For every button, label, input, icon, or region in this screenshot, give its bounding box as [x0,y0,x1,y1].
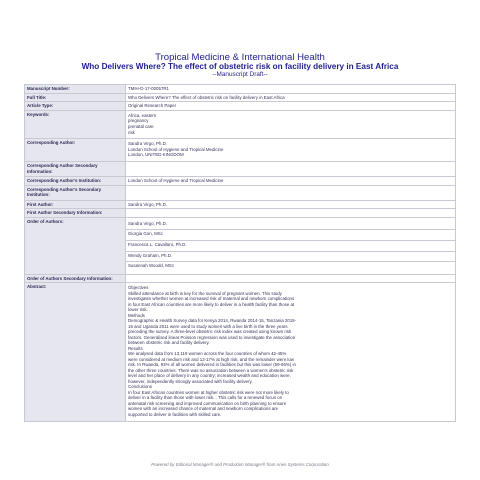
author-entry: Susannah Woodd, MSc [128,263,175,269]
manuscript-title: Who Delivers Where? The effect of obstetric risk on facility delivery in East Africa [81,62,399,71]
value-corresponding-author-secondary [126,161,456,176]
abstract-line: preceding the survey. A three-level obstetric risk index was created using known risk [128,329,292,335]
row-first-author [25,200,456,209]
keyword: Africa, eastern [128,112,157,118]
abstract-line: women with an increased chance of maternal and newborn complications are [128,406,279,412]
abstract-line: lower risk. [128,307,148,313]
label-first-author-secondary: First Author Secondary Information: [25,209,126,218]
value-first-author-secondary [126,209,456,218]
abstract-line: in four East African countries are more likely to deliver in a health facility than those at [128,301,295,307]
label-corresponding-author: Corresponding Author: [25,139,126,162]
abstract-heading-results: Results [128,345,143,351]
abstract-line: Demographic & Health Survey data for Kenya 2014, Rwanda 2014-15, Tanzania 2015- [128,318,297,324]
value-abstract [126,283,456,422]
row-corresponding-author-secondary-institution [25,185,456,200]
row-corresponding-author-institution [25,176,456,185]
value-manuscript-number: TMIH-D-17-00057R1 [126,85,456,94]
label-corresponding-author-secondary-institution: Corresponding Author's Secondary Institution: [25,185,126,200]
abstract-line: factors. Generalised linear Poisson regression was used to investigate the association [128,334,296,340]
abstract-heading-conclusions: Conclusions [128,384,152,390]
row-full-title [25,93,456,102]
abstract-line: risk. In Rwanda, 93% of all women delivered in facilities but this was lower (59-66%) in [128,362,296,368]
abstract-line: Skilled attendance at birth is key for the survival of pregnant women. This study [128,290,282,296]
value-corresponding-author-secondary-institution [126,185,456,200]
keyword: risk [128,129,135,135]
author-entry: Sandra Virgo, Ph.D. [126,220,455,231]
abstract-line: antenatal risk screening and improved communication on birth planning to ensure [128,400,287,406]
label-abstract: Abstract: [25,283,126,422]
value-article-type: Original Research Paper [126,102,456,111]
row-manuscript-number [25,85,456,94]
label-article-type: Article Type: [25,102,126,111]
abstract-line: deliver in a facility than those with lower risk. . This calls for a renewed focus on [128,395,283,401]
value-order-of-authors-secondary [126,274,456,283]
abstract-line: however, independently strongly associated with facility delivery. [128,378,253,384]
abstract-line: the other three countries. There was no association between a women's obstetric risk [128,367,294,373]
label-keywords: Keywords: [25,110,126,138]
value-first-author: Sandra Virgo, Ph.D. [126,200,456,209]
author-entry: Francesca L. Cavallaro, Ph.D. [126,241,455,252]
abstract-line: 16 and Uganda 2011 were used to study women with a live birth in the three years [128,323,288,329]
row-article-type [25,102,456,111]
value-full-title: Who Delivers Where? The effect of obstetric risk on facility delivery in East Africa [126,93,456,102]
value-corresponding-author [126,139,456,162]
abstract-line: In four East African countries women at higher obstetric risk were not more likely to [128,389,289,395]
row-first-author-secondary [25,209,456,218]
author-institution: London School of Hygiene and Tropical Medicine [128,146,224,152]
abstract-line: were considered at medium risk and 12-17% at high risk, and the remainder were low [128,356,294,362]
value-order-of-authors [126,217,456,274]
label-order-of-authors-secondary: Order of Authors Secondary Information: [25,274,126,283]
journal-title: Tropical Medicine & International Health [155,52,325,63]
author-name: Sandra Virgo, Ph.D. [128,141,167,147]
manuscript-info-table [24,84,456,422]
abstract-line: We analysed data from 13,119 women across the four countries of whom 42-45% [128,351,287,357]
label-corresponding-author-secondary: Corresponding Author Secondary Information: [25,161,126,176]
row-corresponding-author-secondary [25,161,456,176]
keyword: prenatal care [128,123,154,129]
row-order-of-authors-secondary [25,274,456,283]
value-corresponding-author-institution: London School of Hygiene and Tropical Medicine [126,176,456,185]
label-full-title: Full Title: [25,93,126,102]
author-entry: Giorgia Gon, MSc [126,230,455,241]
label-corresponding-author-institution: Corresponding Author's Institution: [25,176,126,185]
abstract-heading-objectives: Objectives [128,285,149,291]
label-first-author: First Author: [25,200,126,209]
draft-status: --Manuscript Draft-- [212,71,268,78]
label-manuscript-number: Manuscript Number: [25,85,126,94]
abstract-line: level and her place of delivery in any country; increased wealth and education were, [128,373,291,379]
row-abstract [25,283,456,422]
abstract-line: between obstetric risk and facility delivery. [128,340,210,346]
row-keywords [25,110,456,138]
row-order-of-authors [25,217,456,274]
abstract-line: supported to deliver in facilities with skilled care. [128,411,222,417]
keyword: pregnancy [128,118,149,124]
label-order-of-authors: Order of Authors: [25,217,126,274]
abstract-line: investigates whether women at increased risk of maternal and newborn complications [128,296,295,302]
value-keywords [126,110,456,138]
abstract-heading-methods: Methods [128,312,145,318]
author-location: London, UNITED KINGDOM [128,152,184,158]
powered-by-footer: Powered by Editorial Manager® and ProduXion Manager® from Aries Systems Corporation [151,462,329,467]
row-corresponding-author [25,139,456,162]
author-entry: Wendy Graham, Ph.D. [126,252,455,263]
